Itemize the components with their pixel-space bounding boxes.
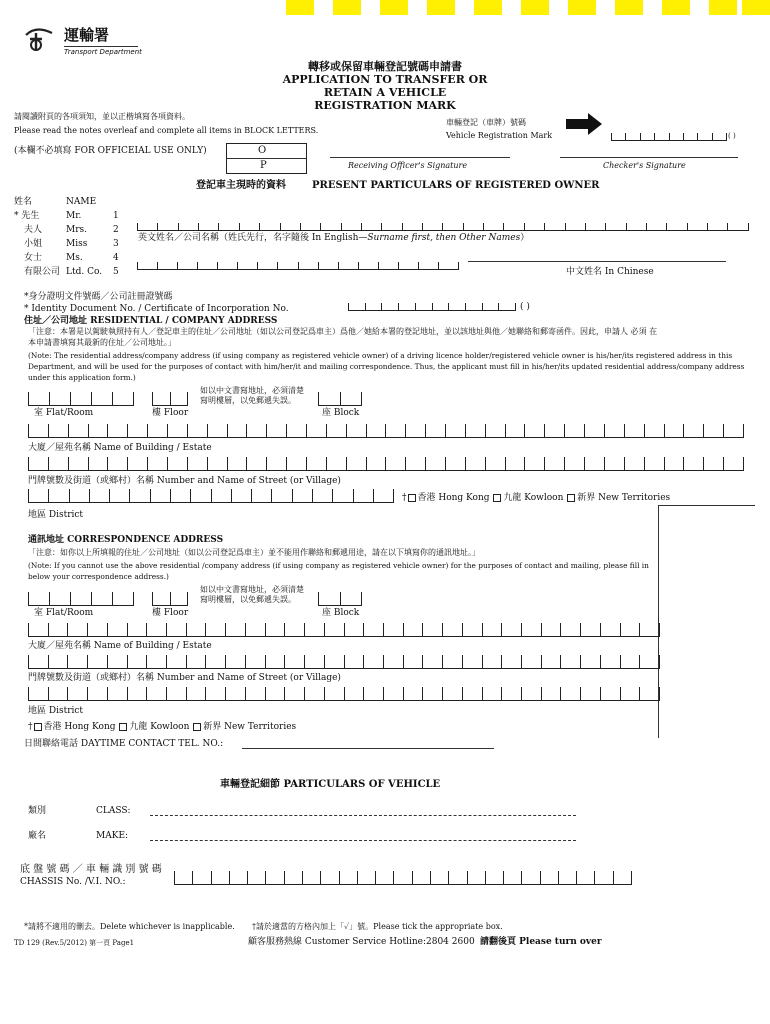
new-territories-label: 新界 New Territories [577, 493, 671, 503]
english-name-input-row-1[interactable] [137, 217, 749, 231]
corr-floor-input[interactable] [152, 592, 188, 606]
chassis-label-english: CHASSIS No. /V.I. NO.: [20, 877, 126, 887]
logo-chinese-text: 運輸署 [64, 26, 110, 44]
title-option-zh[interactable]: * 先生 [14, 211, 40, 221]
name-label-chinese: 姓名 [14, 197, 33, 207]
building-name-label: 大廈／屋苑名稱 Name of Building / Estate [28, 443, 212, 453]
english-name-input-row-2[interactable] [137, 256, 459, 270]
vehicle-heading: 車輛登記細節 PARTICULARS OF VEHICLE [220, 779, 441, 790]
title-line-3: REGISTRATION MARK [314, 99, 456, 112]
kowloon-label: 九龍 Kowloon [503, 493, 564, 503]
owner-heading-english: PRESENT PARTICULARS OF REGISTERED OWNER [312, 180, 600, 191]
title-option-number: 4 [113, 253, 119, 263]
title-option-zh[interactable]: 小姐 [24, 239, 43, 249]
corr-block-label: 座 Block [322, 608, 360, 618]
correspondence-heading: 通訊地址 CORRESPONDENCE ADDRESS [28, 535, 224, 545]
office-o-label: O [258, 145, 267, 156]
id-label-english: * Identity Document No. / Certificate of Incorporation No. [24, 304, 289, 314]
checker-signature-label: Checker's Signature [603, 161, 686, 170]
corr-new-territories-label: 新界 New Territories [203, 722, 297, 732]
corr-hong-kong-checkbox[interactable] [34, 723, 42, 731]
vrm-label-chinese: 車輛登記（車牌）號碼 [446, 118, 526, 127]
chassis-number-input[interactable] [174, 871, 632, 885]
hong-kong-label: 香港 Hong Kong [417, 493, 490, 503]
corr-flat-room-label: 室 Flat/Room [34, 608, 94, 618]
daytime-tel-line[interactable] [242, 748, 494, 749]
id-label-chinese: *身分證明文件號碼／公司註冊證號碼 [24, 292, 173, 302]
vrm-input-boxes[interactable] [611, 127, 727, 141]
corr-street-name-label: 門牌號數及街道（或鄉村）名稱 Number and Name of Street (or Village) [28, 673, 341, 683]
logo-english-text: Transport Department [64, 48, 142, 56]
title-option-zh[interactable]: 有限公司 [24, 267, 61, 277]
corr-building-name-input[interactable] [28, 623, 660, 637]
flat-room-label: 室 Flat/Room [34, 408, 94, 418]
make-label-english: MAKE: [96, 831, 129, 841]
delete-note: *請將不適用的刪去。Delete whichever is inapplicable. [24, 922, 235, 931]
logo-emblem-icon [22, 27, 62, 53]
title-option-en[interactable]: Mrs. [66, 225, 87, 235]
office-p-label: P [260, 160, 267, 171]
corr-new-territories-checkbox[interactable] [193, 723, 201, 731]
title-option-en[interactable]: Ms. [66, 253, 83, 263]
region-options: † 香港 Hong Kong 九龍 Kowloon 新界 New Territories [402, 493, 671, 503]
floor-label: 樓 Floor [152, 408, 189, 418]
correspondence-note-chinese: 「注意：如你以上所填報的住址／公司地址（如以公司登記爲車主）並不能用作聯絡和郵遞用途，請在以下填寫你的通訊地址。」 [28, 548, 480, 557]
district-label: 地區 District [28, 510, 84, 520]
kowloon-checkbox[interactable] [493, 494, 501, 502]
corr-street-name-input[interactable] [28, 655, 660, 669]
corr-block-input[interactable] [318, 592, 362, 606]
corr-district-label: 地區 District [28, 706, 84, 716]
chinese-name-label: 中文姓名 In Chinese [566, 267, 654, 277]
transport-department-logo [22, 27, 62, 57]
corr-kowloon-label: 九龍 Kowloon [129, 722, 190, 732]
make-label-chinese: 廠名 [28, 831, 47, 841]
title-option-number: 1 [113, 211, 119, 221]
customer-hotline: 顧客服務熱線 Customer Service Hotline:2804 2600 [248, 937, 475, 947]
title-line-2: RETAIN A VEHICLE [323, 86, 447, 99]
english-name-label: 英文姓名／公司名稱（姓氏先行，名字隨後 In English—Surname first, then Other Names） [138, 233, 530, 243]
class-label-chinese: 類別 [28, 806, 47, 816]
residential-note-chinese-1: 「注意：本署是以駕駛執照持有人／登記車主的住址／公司地址（如以公司登記爲車主）爲他／她給本署的登記地址，並以該地址與他／她聯絡和郵寄函件。因此，申請人 必須 在 [28, 327, 658, 336]
vrm-check-paren: ( ) [728, 132, 736, 140]
title-option-en[interactable]: Ltd. Co. [66, 267, 103, 277]
title-chinese: 轉移或保留車輛登記號碼申請書 [308, 60, 462, 73]
hong-kong-checkbox[interactable] [408, 494, 416, 502]
title-option-number: 3 [113, 239, 119, 249]
flat-room-input[interactable] [28, 392, 134, 406]
instructions-english: Please read the notes overleaf and complete all items in BLOCK LETTERS. [14, 126, 319, 135]
tick-note: †請於適當的方格內加上「✓」號。Please tick the appropriate box. [252, 922, 503, 931]
daytime-tel-label: 日間聯絡電話 DAYTIME CONTACT TEL. NO.: [24, 739, 224, 749]
corr-floor-label: 樓 Floor [152, 608, 189, 618]
corr-hong-kong-label: 香港 Hong Kong [43, 722, 116, 732]
make-input-line[interactable] [150, 840, 576, 841]
arrow-right-icon [566, 113, 602, 135]
title-option-zh[interactable]: 女士 [24, 253, 43, 263]
block-label: 座 Block [322, 408, 360, 418]
class-input-line[interactable] [150, 815, 576, 816]
class-label-english: CLASS: [96, 806, 131, 816]
district-input[interactable] [28, 489, 394, 503]
title-option-zh[interactable]: 夫人 [24, 225, 43, 235]
form-number: TD 129 (Rev.5/2012) 第一頁 Page1 [14, 939, 135, 947]
corr-district-input[interactable] [28, 687, 660, 701]
office-use-label: (本欄不必填寫 FOR OFFICEIAL USE ONLY) [14, 146, 207, 156]
corr-kowloon-checkbox[interactable] [119, 723, 127, 731]
title-option-en[interactable]: Miss [66, 239, 88, 249]
block-input[interactable] [318, 392, 362, 406]
instructions-chinese: 請閱讀附頁的各項須知，並以正楷填寫各項資料。 [14, 112, 190, 121]
corr-flat-room-input[interactable] [28, 592, 134, 606]
chinese-address-hint: 如以中文書寫地址，必須清楚寫明樓層，以免郵遞失誤。 [200, 386, 304, 405]
name-label-english: NAME [66, 197, 97, 207]
right-margin-bracket [658, 505, 755, 738]
street-name-label: 門牌號數及街道（或鄉村）名稱 Number and Name of Street (or Village) [28, 476, 341, 486]
corr-chinese-address-hint: 如以中文書寫地址，必須清楚寫明樓層，以免郵遞失誤。 [200, 585, 304, 604]
vrm-label-english: Vehicle Registration Mark [446, 131, 553, 140]
please-turn-over: 請翻後頁 Please turn over [480, 937, 602, 947]
chinese-name-line[interactable] [468, 261, 726, 262]
title-line-1: APPLICATION TO TRANSFER OR [282, 73, 488, 86]
title-option-number: 5 [113, 267, 119, 277]
owner-heading-chinese: 登記車主現時的資料 [196, 180, 286, 191]
corr-building-name-label: 大廈／屋苑名稱 Name of Building / Estate [28, 641, 212, 651]
receiving-officer-signature-label: Receiving Officer's Signature [348, 161, 468, 170]
building-name-input[interactable] [28, 424, 744, 438]
id-check-digit-paren[interactable]: ( ) [520, 302, 530, 312]
id-number-input[interactable] [348, 297, 516, 311]
title-option-en[interactable]: Mr. [66, 211, 82, 221]
residential-note-english: (Note: The residential address/company address (if using company as registered vehicle owner) of a driving licence holder/registered vehicle owner is his/her/its registered address in this Department, and will be used for the purposes of contact with him/her/it and mailing correspondence. Thus, the applicant must fill in his/her/its updated residential address/company address under this application form.) [28, 351, 745, 382]
residential-note-chinese-2: 本申請書填寫其最新的住址／公司地址。」 [28, 338, 176, 347]
chassis-label-chinese: 底 盤 號 碼 ／ 車 輛 識 別 號 碼 [20, 864, 162, 875]
residential-address-heading: 住址／公司地址 RESIDENTIAL / COMPANY ADDRESS [24, 316, 278, 326]
corr-region-options: † 香港 Hong Kong 九龍 Kowloon 新界 New Territories [28, 722, 297, 732]
street-name-input[interactable] [28, 457, 744, 471]
title-option-number: 2 [113, 225, 119, 235]
new-territories-checkbox[interactable] [567, 494, 575, 502]
floor-input[interactable] [152, 392, 188, 406]
correspondence-note-english: (Note: If you cannot use the above residential /company address (if using company as registered vehicle owner) for the purposes of contact and mailing, please fill in below your correspondence address.) [28, 561, 649, 581]
